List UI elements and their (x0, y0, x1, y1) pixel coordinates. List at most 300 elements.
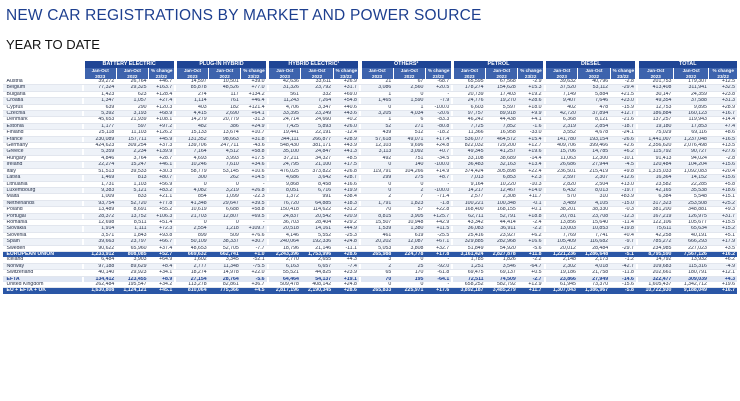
country-cell: Croatia (3, 98, 82, 104)
value-cell: +16.7 (709, 288, 737, 294)
value-cell: 2,597 (546, 175, 578, 181)
value-cell: -29.4 (610, 85, 636, 91)
value-cell: -64.1 (425, 276, 451, 282)
value-cell: 381,171 (301, 143, 333, 149)
country-cell: Switzerland (3, 270, 82, 276)
value-cell: 2,190,345 (301, 288, 333, 294)
value-cell: -83.3 (425, 117, 451, 123)
country-cell: Slovakia (3, 226, 82, 232)
value-cell: 5,121 (116, 187, 148, 193)
value-cell: 40,191 (673, 232, 708, 238)
value-cell: 1,092,083 (673, 168, 708, 174)
value-cell: 1,237,048 (673, 136, 708, 142)
value-cell: 12,807 (209, 213, 241, 219)
value-cell: -11.4 (610, 219, 636, 225)
value-cell: +18.6 (709, 187, 737, 193)
value-cell: +39.0 (241, 79, 267, 85)
value-cell: +17.4 (425, 136, 451, 142)
value-cell: 8,795,590 (638, 251, 673, 257)
value-cell: -5.6 (518, 245, 544, 251)
value-cell: 810,064 (176, 288, 208, 294)
value-cell: 55,521 (269, 270, 301, 276)
value-cell: 991 (301, 194, 333, 200)
value-cell: 5,893 (301, 123, 333, 129)
value-cell: 1,590 (393, 98, 425, 104)
country-cell: Poland (3, 207, 82, 213)
value-cell: 39,533 (116, 168, 148, 174)
country-cell: Italy (3, 168, 82, 174)
value-cell: +80.7 (148, 175, 174, 181)
value-cell: +12.9 (518, 282, 544, 288)
value-cell: 1,731 (84, 181, 116, 187)
value-cell: -9.7 (610, 239, 636, 245)
value-cell: +19.9 (333, 187, 359, 193)
value-cell: 24,776 (453, 98, 485, 104)
value-cell: 93,754 (84, 200, 116, 206)
value-cell: 45,653 (84, 117, 116, 123)
column-label: Jan-Oct (673, 68, 708, 74)
value-cell: 29,647 (209, 200, 241, 206)
value-cell: 0 (393, 181, 425, 187)
value-cell: -20.6 (425, 111, 451, 117)
value-cell: 23,249 (301, 111, 333, 117)
value-cell: 157,711 (116, 136, 148, 142)
value-cell: 90,622 (84, 245, 116, 251)
value-cell: 833 (116, 194, 148, 200)
value-cell: -1.2 (610, 257, 636, 263)
value-cell: +125.7 (425, 213, 451, 219)
value-cell: 230,089 (84, 136, 116, 142)
value-cell: 4,034 (393, 111, 425, 117)
value-cell: +12.1 (709, 270, 737, 276)
value-cell: 1,826 (486, 257, 518, 263)
value-cell: +109.7 (241, 226, 267, 232)
value-cell: 54,920 (486, 245, 518, 251)
value-cell: +121.4 (241, 104, 267, 110)
column-year: 2023 (453, 74, 485, 79)
column-year: 2022 (673, 74, 708, 79)
value-cell: - (425, 181, 451, 187)
value-cell: 15,640 (578, 219, 610, 225)
value-cell: 271 (393, 123, 425, 129)
value-cell: +23.8 (709, 91, 737, 97)
value-cell: +0.1 (518, 207, 544, 213)
column-label: Jan-Oct (546, 68, 578, 74)
value-cell: 623 (116, 91, 148, 97)
value-cell: 7,567,126 (673, 251, 708, 257)
value-cell: -4.9 (709, 263, 737, 269)
value-cell: 1,111 (116, 226, 148, 232)
value-cell: 104,266 (393, 168, 425, 174)
value-cell: +1.0 (241, 251, 267, 257)
value-cell: 1,218 (209, 226, 241, 232)
value-cell: -1.8 (425, 200, 451, 206)
column-label: Jan-Oct (116, 68, 148, 74)
value-cell: 23,792 (301, 85, 333, 91)
column-year: 23/22 (333, 74, 359, 79)
value-cell: 332 (301, 91, 333, 97)
value-cell: 4,706 (269, 104, 301, 110)
country-cell: EU + EFTA + UK (3, 288, 82, 294)
value-cell: +15.6 (709, 175, 737, 181)
value-cell: 7,149 (546, 91, 578, 97)
value-cell: 658,252 (453, 282, 485, 288)
value-cell: 53,145 (209, 168, 241, 174)
value-cell: 5,548 (673, 194, 708, 200)
value-cell: 266,877 (301, 136, 333, 142)
value-cell: +8.9 (148, 276, 174, 282)
value-cell: 1,843 (116, 232, 148, 238)
value-cell: +6.2 (709, 257, 737, 263)
value-cell: -5.6 (241, 276, 267, 282)
value-cell: -12.3 (610, 213, 636, 219)
value-cell: 13,856 (546, 219, 578, 225)
value-cell: 182 (209, 104, 241, 110)
column-label: % change (241, 68, 267, 74)
value-cell: 3,347 (301, 104, 333, 110)
value-cell: 2,302 (546, 263, 578, 269)
value-cell: 94,024 (673, 155, 708, 161)
value-cell: 154,628 (486, 85, 518, 91)
value-cell: 34,327 (301, 155, 333, 161)
value-cell: 20,739 (453, 91, 485, 97)
value-cell: 265,988 (361, 251, 393, 257)
value-cell: 113,278 (176, 282, 208, 288)
value-cell: 44,414 (486, 219, 518, 225)
value-cell: 131,352 (176, 136, 208, 142)
value-cell: 37,588 (673, 98, 708, 104)
value-cell: +51.4 (148, 219, 174, 225)
value-cell: 536,077 (453, 136, 485, 142)
value-cell: 300 (176, 175, 208, 181)
page-title: NEW CAR REGISTRATIONS BY MARKET AND POWER SOURCE (6, 7, 482, 24)
value-cell: 24,847 (301, 149, 333, 155)
value-cell: 64,885 (301, 200, 333, 206)
value-cell: 192,336 (301, 239, 333, 245)
value-cell: +34.1 (148, 270, 174, 276)
value-cell: 4,678 (578, 130, 610, 136)
value-cell: +83.9 (610, 194, 636, 200)
value-cell: +22.0 (241, 270, 267, 276)
value-cell: 1,057 (116, 98, 148, 104)
country-cell: Sweden (3, 245, 82, 251)
country-cell: Ireland (3, 162, 82, 168)
value-cell: +10.7 (241, 130, 267, 136)
value-cell: 42,165 (638, 187, 673, 193)
country-cell: EUROPEAN UNION (3, 251, 82, 257)
value-cell: 48,526 (209, 85, 241, 91)
value-cell: 6,657 (301, 263, 333, 269)
country-cell: Romania (3, 219, 82, 225)
value-cell: 9,868 (269, 181, 301, 187)
value-cell: 7,725 (453, 123, 485, 129)
column-year: 23/22 (148, 74, 174, 79)
value-cell: -7.7 (241, 245, 267, 251)
value-cell: 140 (393, 162, 425, 168)
value-cell: +26.9 (333, 79, 359, 85)
value-cell: +16.5 (709, 136, 737, 142)
value-cell: 65,634 (673, 226, 708, 232)
value-cell: +16.7 (709, 111, 737, 117)
value-cell: 403 (176, 104, 208, 110)
value-cell: 2,148 (546, 257, 578, 263)
value-cell: 23,797 (116, 239, 148, 245)
value-cell: 75,029 (638, 130, 673, 136)
value-cell: 570 (546, 194, 578, 200)
value-cell: 2,577 (453, 194, 485, 200)
value-cell: -22.3 (241, 194, 267, 200)
value-cell: -29.7 (610, 245, 636, 251)
value-cell: +45.1 (148, 288, 174, 294)
value-cell: 38,201 (546, 207, 578, 213)
value-cell: +7.4 (709, 123, 737, 129)
country-cell: Greece (3, 149, 82, 155)
value-cell: 25,416 (453, 232, 485, 238)
value-cell: 7,013 (453, 175, 485, 181)
value-cell: -2.7 (518, 276, 544, 282)
value-cell: 150,418 (269, 207, 301, 213)
country-cell: Finland (3, 130, 82, 136)
value-cell: 10,220 (486, 181, 518, 187)
value-cell: +43.9 (333, 143, 359, 149)
column-year: 23/22 (709, 74, 737, 79)
group-header: OTHERS² (361, 61, 451, 68)
value-cell: +120.3 (148, 104, 174, 110)
value-cell: 49,071 (393, 136, 425, 142)
value-cell: 115,316 (673, 263, 708, 269)
value-cell: 408,142 (301, 282, 333, 288)
value-cell: 52,705 (209, 245, 241, 251)
value-cell: 3,642 (301, 175, 333, 181)
value-cell: +38.4 (333, 194, 359, 200)
value-cell: 409,706 (546, 143, 578, 149)
value-cell: +56.9 (148, 181, 174, 187)
value-cell: -31.3 (241, 117, 267, 123)
value-cell: 224,778 (393, 251, 425, 257)
value-cell: +44.9 (333, 226, 359, 232)
value-cell: 18,274 (176, 270, 208, 276)
value-cell: 2,690 (209, 111, 241, 117)
value-cell: 1,124,121 (116, 288, 148, 294)
value-cell: 19,180 (638, 123, 673, 129)
value-cell: 14,217 (453, 187, 485, 193)
value-cell: +11.7 (518, 194, 544, 200)
value-cell: 5,597 (486, 104, 518, 110)
value-cell: -19.7 (610, 187, 636, 193)
value-cell: +41.3 (333, 149, 359, 155)
value-cell: -2.8 (709, 155, 737, 161)
value-cell: -0.3 (610, 207, 636, 213)
value-cell: 97,757 (453, 111, 485, 117)
value-cell: 8,511 (116, 219, 148, 225)
value-cell: 265,833 (361, 288, 393, 294)
value-cell: 7,741 (578, 232, 610, 238)
value-cell: +13.4 (518, 162, 544, 168)
value-cell: 1,914 (84, 226, 116, 232)
value-cell: 89,918 (486, 111, 518, 117)
value-cell: 115,792 (638, 149, 673, 155)
value-cell: 4,082 (176, 187, 208, 193)
value-cell: +11.5 (425, 226, 451, 232)
value-cell: +97.2 (148, 123, 174, 129)
value-cell: -1.6 (518, 123, 544, 129)
value-cell: +17.5 (333, 162, 359, 168)
value-cell: +52.7 (148, 251, 174, 257)
value-cell: 36,083 (453, 226, 485, 232)
value-cell: 4,105 (578, 200, 610, 206)
value-cell: +20.4 (709, 168, 737, 174)
country-cell: Norway (3, 263, 82, 269)
value-cell: 344,111 (269, 136, 301, 142)
value-cell: +25.2 (709, 200, 737, 206)
value-cell: 6,716 (301, 187, 333, 193)
value-cell: 1,423 (84, 91, 116, 97)
value-cell: 309,254 (116, 143, 148, 149)
country-cell: Germany (3, 143, 82, 149)
value-cell: 2,504 (578, 181, 610, 187)
value-cell: 22,274 (84, 162, 116, 168)
value-cell: 9,383 (84, 187, 116, 193)
value-cell: +46.1 (148, 162, 174, 168)
group-header: PETROL (453, 61, 543, 68)
value-cell: -11.1 (333, 245, 359, 251)
value-cell: 9,696 (393, 143, 425, 149)
column-year: 2023 (269, 74, 301, 79)
value-cell: 2 (393, 187, 425, 193)
value-cell: 2,817,196 (269, 288, 301, 294)
value-cell: +19.6 (518, 149, 544, 155)
value-cell: +16.6 (518, 239, 544, 245)
value-cell: 3,205 (361, 111, 393, 117)
value-cell: -7.4 (333, 263, 359, 269)
value-cell: 39,272 (84, 79, 116, 85)
value-cell: +54.8 (333, 98, 359, 104)
value-cell: +19.8 (610, 226, 636, 232)
value-cell: +108.1 (148, 117, 174, 123)
value-cell: 8,051 (269, 187, 301, 193)
value-cell: 105,409 (546, 239, 578, 245)
value-cell: 1,103 (116, 181, 148, 187)
value-cell: 2,243,396 (269, 251, 301, 257)
value-cell: -25.3 (333, 232, 359, 238)
value-cell: +31.8 (241, 136, 267, 142)
value-cell: 24,837 (269, 213, 301, 219)
value-cell: 126,975 (673, 213, 708, 219)
country-cell: Portugal (3, 213, 82, 219)
value-cell: 9,407 (546, 98, 578, 104)
value-cell: +24.8 (333, 239, 359, 245)
value-cell: 20,518 (269, 226, 301, 232)
value-cell: 2,655 (301, 257, 333, 263)
value-cell: 119,791 (361, 168, 393, 174)
column-label: Jan-Oct (486, 68, 518, 74)
value-cell: 8,691 (116, 207, 148, 213)
value-cell: 42,258 (638, 232, 673, 238)
value-cell: 186,884 (638, 111, 673, 117)
value-cell: 61,945 (546, 282, 578, 288)
value-cell: +55.2 (148, 207, 174, 213)
value-cell: -2.8 (610, 79, 636, 85)
value-cell: 24,714 (269, 117, 301, 123)
registrations-table (2, 61, 737, 294)
value-cell: -7.9 (425, 98, 451, 104)
value-cell: 854 (176, 194, 208, 200)
value-cell: 227,023 (673, 245, 708, 251)
value-cell: 5,359 (84, 149, 116, 155)
value-cell: 134,412 (84, 276, 116, 282)
value-cell: 639 (84, 104, 116, 110)
country-cell: Belgium (3, 85, 82, 91)
value-cell: 39,632 (546, 79, 578, 85)
value-cell: 6,484 (84, 257, 116, 263)
value-cell: +2.3 (518, 175, 544, 181)
column-label: Jan-Oct (393, 68, 425, 74)
value-cell: 476,025 (269, 168, 301, 174)
value-cell: 20,542 (301, 213, 333, 219)
value-cell: -5.8 (610, 288, 636, 294)
value-cell: 0 (361, 104, 393, 110)
value-cell: 6,688 (209, 207, 241, 213)
value-cell: 16,364 (638, 175, 673, 181)
country-cell: France (3, 136, 82, 142)
value-cell: 225,971 (393, 288, 425, 294)
value-cell: 20,781 (546, 213, 578, 219)
value-cell: 1 (361, 91, 393, 97)
value-cell: 28,404 (301, 219, 333, 225)
value-cell: 662,741 (209, 251, 241, 257)
value-cell: 3,345 (209, 257, 241, 263)
value-cell: 21,100 (301, 162, 333, 168)
value-cell: +10.6 (241, 168, 267, 174)
value-cell: +34.2 (148, 282, 174, 288)
value-cell: -100.0 (425, 162, 451, 168)
value-cell: 14,978 (209, 270, 241, 276)
value-cell: 28,372 (84, 213, 116, 219)
country-cell: Iceland (3, 257, 82, 263)
value-cell: - (425, 282, 451, 288)
value-cell: 10,246 (176, 162, 208, 168)
value-cell: 10,501 (209, 79, 241, 85)
value-cell: +24.9 (241, 123, 267, 129)
value-cell: +0.4 (610, 232, 636, 238)
value-cell: 201,753 (638, 79, 673, 85)
value-cell: 262,484 (84, 282, 116, 288)
column-year: 23/22 (425, 74, 451, 79)
country-cell: Malta (3, 194, 82, 200)
value-cell: 167,219 (638, 213, 673, 219)
value-cell: +26.8 (241, 187, 267, 193)
group-header: HYBRID ELECTRIC¹ (269, 61, 359, 68)
country-cell: Bulgaria (3, 91, 82, 97)
value-cell: 0 (176, 219, 208, 225)
value-cell: +20.9 (333, 213, 359, 219)
value-cell: 27,949 (578, 276, 610, 282)
value-cell: 10,853 (578, 226, 610, 232)
value-cell: 22,285 (673, 181, 708, 187)
value-cell: 18,796 (269, 245, 301, 251)
value-cell: 2,820 (546, 181, 578, 187)
country-cell: Estonia (3, 123, 82, 129)
value-cell: 21,758 (578, 270, 610, 276)
value-cell: 15,507 (361, 219, 393, 225)
value-cell: 6,163 (269, 263, 301, 269)
column-year: 2022 (393, 74, 425, 79)
value-cell: 3,764 (116, 155, 148, 161)
value-cell: 195,547 (116, 282, 148, 288)
value-cell: +42.9 (425, 219, 451, 225)
table-row (3, 288, 738, 294)
value-cell: +39.5 (241, 200, 267, 206)
